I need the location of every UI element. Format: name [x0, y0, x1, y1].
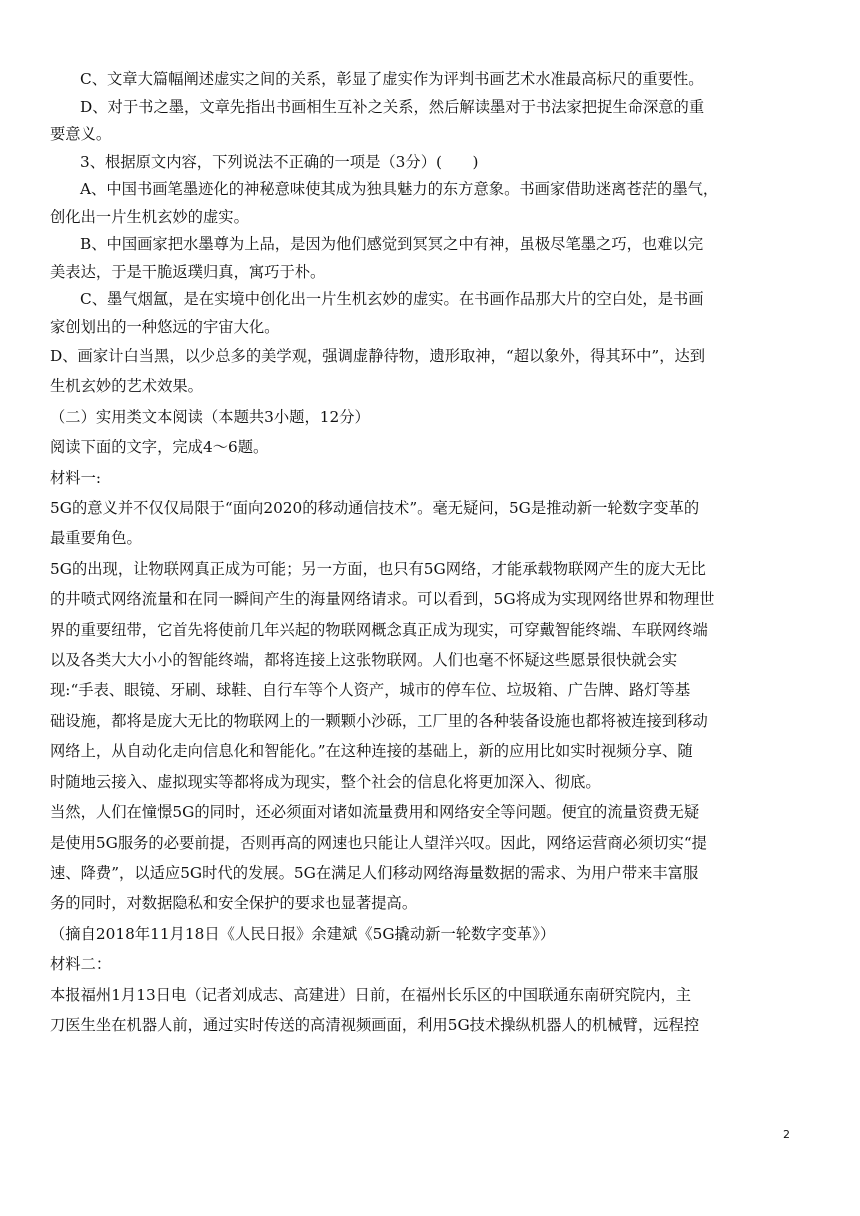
- material-1-line: 界的重要纽带，它首先将使前几年兴起的物联网概念真正成为现实，可穿戴智能终端、车联网终端: [50, 620, 708, 639]
- material-1-line: 以及各类大大小小的智能终端，都将连接上这张物联网。人们也毫不怀疑这些愿景很快就会实: [50, 651, 678, 670]
- material-1-source: （摘自2018年11月18日《人民日报》余建斌《5G撬动新一轮数字变革》）: [50, 924, 556, 943]
- reading-instruction: 阅读下面的文字，完成4～6题。: [50, 438, 269, 457]
- option-c-q2: C、文章大篇幅阐述虚实之间的关系，彰显了虚实作为评判书画艺术水准最高标尺的重要性。: [80, 70, 704, 88]
- section-heading: （二）实用类文本阅读（本题共3小题，12分）: [50, 407, 370, 426]
- material-1-line: 是使用5G服务的必要前提，否则再高的网速也只能让人望洋兴叹。因此，网络运营商必须切实“提: [50, 833, 707, 852]
- option-d-q3-cont: 生机玄妙的艺术效果。: [50, 377, 203, 396]
- material-2-line: 刀医生坐在机器人前，通过实时传送的高清视频画面，利用5G技术操纵机器人的机械臂，远程控: [50, 1015, 700, 1034]
- material-1-line: 现:“手表、眼镜、牙刷、球鞋、自行车等个人资产，城市的停车位、垃圾箱、广告牌、路灯等基: [50, 681, 691, 700]
- material-2-label: 材料二：: [50, 955, 112, 974]
- material-1-line: 务的同时，对数据隐私和安全保护的要求也显著提高。: [50, 894, 418, 913]
- material-1-line: 础设施，都将是庞大无比的物联网上的一颗颗小沙砾，工厂里的各种装备设施也都将被连接到移动: [50, 711, 708, 730]
- material-1-line: 5G的出现，让物联网真正成为可能；另一方面，也只有5G网络，才能承载物联网产生的庞大无比: [50, 559, 706, 578]
- document-page: [50, 66, 795, 1040]
- option-d-q2-cont: 要意义。: [50, 125, 112, 143]
- material-1-line: 时随地云接入、虚拟现实等都将成为现实，整个社会的信息化将更加深入、彻底。: [50, 772, 601, 791]
- option-c-q3-cont: 家创划出的一种悠远的宇宙大化。: [50, 317, 280, 336]
- material-1-line: 最重要角色。: [50, 529, 142, 548]
- option-d-q3: D、画家计白当黑，以少总多的美学观，强调虚静待物，遗形取神，“超以象外，得其环中”，达到: [50, 347, 706, 365]
- page-number: 2: [783, 1128, 790, 1141]
- material-1-label: 材料一:: [50, 468, 102, 487]
- option-b-q3: B、中国画家把水墨尊为上品，是因为他们感觉到冥冥之中有神，虽极尽笔墨之巧，也难以完: [80, 235, 704, 253]
- option-b-q3-cont: 美表达，于是干脆返璞归真，寓巧于朴。: [50, 262, 326, 281]
- option-d-q2: D、对于书之墨，文章先指出书画相生互补之关系，然后解读墨对于书法家把捉生命深意的重: [80, 97, 705, 116]
- material-1-line: 网络上，从自动化走向信息化和智能化。”在这种连接的基础上，新的应用比如实时视频分享、随: [50, 742, 693, 761]
- section-reading-questions: [50, 66, 795, 402]
- material-1-line: 当然，人们在憧憬5G的同时，还必须面对诸如流量费用和网络安全等问题。便宜的流量资费无疑: [50, 803, 700, 822]
- option-a-q3-cont: 创化出一片生机玄妙的虚实。: [50, 207, 249, 226]
- material-1-line: 的井喷式网络流量和在同一瞬间产生的海量网络请求。可以看到，5G将成为实现网络世界和物理世: [50, 590, 715, 609]
- question-3-stem: 3、根据原文内容，下列说法不正确的一项是（3分）( ): [80, 152, 479, 171]
- material-1-line: 速、降费”，以适应5G时代的发展。5G在满足人们移动网络海量数据的需求、为用户带来丰富服: [50, 863, 699, 882]
- material-2-line: 本报福州1月13日电（记者刘成志、高建进）日前，在福州长乐区的中国联通东南研究院内，主: [50, 985, 692, 1004]
- option-a-q3: A、中国书画笔墨迹化的神秘意味使其成为独具魅力的东方意象。书画家借助迷离苍茫的墨气，: [80, 180, 719, 198]
- material-1-line: 5G的意义并不仅仅局限于“面向2020的移动通信技术”。毫无疑问，5G是推动新一轮数字变革的: [50, 499, 700, 518]
- section-practical-text: [50, 402, 795, 1041]
- option-c-q3: C、墨气烟氲，是在实境中创化出一片生机玄妙的虚实。在书画作品那大片的空白处，是书画: [80, 290, 704, 308]
